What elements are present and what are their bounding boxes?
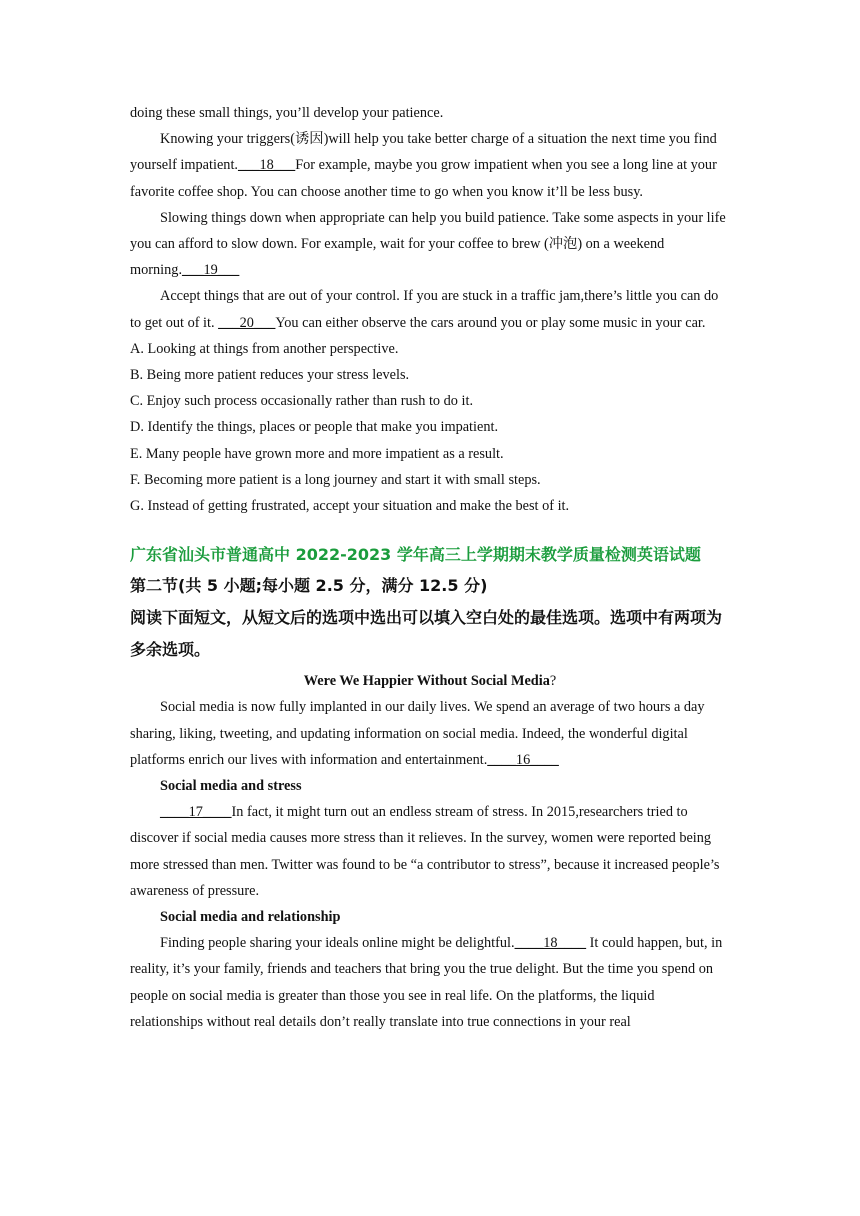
option-item: F. Becoming more patient is a long journey and start it with small steps.: [130, 471, 541, 488]
paragraph: ____17____In fact, it might turn out an endless stream of stress. In 2015,researchers tried to discover if social media causes more stress than it relieves. In the survey, women were reported being more stressed than men. Twitter was found to be “a contributor to stress”, because it increased people’s awareness of pressure.: [130, 804, 720, 899]
option-item: A. Looking at things from another perspective.: [130, 340, 399, 357]
paragraph: Accept things that are out of your control. If you are stuck in a traffic jam,there’s little you can do to get out of it. ___20___You can either observe the cars around you or play some music in your car.: [130, 288, 719, 331]
subheading: Social media and stress: [160, 778, 302, 795]
answer-blank: ___20___: [218, 314, 276, 331]
option-item: D. Identify the things, places or people that make you impatient.: [130, 419, 499, 436]
subheading: Social media and relationship: [160, 909, 341, 926]
option-item: B. Being more patient reduces your stress levels.: [130, 367, 410, 384]
answer-blank: ____17____: [160, 804, 232, 821]
source-heading: 广东省汕头市普通高中 2022-2023 学年高三上学期期末教学质量检测英语试题: [130, 545, 701, 565]
passage-title: Were We Happier Without Social Media?: [303, 673, 557, 690]
option-item: C. Enjoy such process occasionally rather than rush to do it.: [130, 393, 474, 410]
answer-blank: ____18____: [514, 935, 587, 952]
option-item: G. Instead of getting frustrated, accept your situation and make the best of it.: [130, 498, 570, 515]
instructions: 阅读下面短文，从短文后的选项中选出可以填入空白处的最佳选项。选项中有两项为多余选项。: [130, 608, 723, 660]
paragraph: doing these small things, you’ll develop your patience.: [130, 105, 444, 121]
paragraph: Slowing things down when appropriate can help you build patience. Take some aspects in your life you can afford to slow down. For example, wait for your coffee to brew (冲泡) on a weekend morning.___19___: [130, 209, 726, 279]
paragraph: Knowing your triggers(诱因)will help you take better charge of a situation the next time you find yourself impatient.___18___For example, maybe you grow impatient when you see a long line at your favorite coffee shop. You can choose another time to go when you know it’ll be less busy.: [130, 131, 717, 200]
section-heading: 第二节(共 5 小题;每小题 2.5 分，满分 12.5 分): [130, 576, 488, 596]
paragraph: Finding people sharing your ideals online might be delightful.____18____ It could happen, but, in reality, it’s your family, friends and teachers that bring you the true delight. But the time you spend on people on social media is greater than those you see in real life. On the platforms, the liquid relationships without real details don’t really translate into true connections in your real: [130, 935, 723, 1030]
answer-blank: ____16____: [487, 751, 559, 768]
document-page: [130, 100, 730, 1035]
paragraph: Social media is now fully implanted in our daily lives. We spend an average of two hours a day sharing, liking, tweeting, and updating information on social media. Indeed, the wonderful digital platforms enrich our lives with information and entertainment.____16____: [130, 699, 705, 768]
answer-blank: ___18___: [238, 157, 296, 174]
answer-blank: ___19___: [182, 262, 240, 279]
option-item: E. Many people have grown more and more impatient as a result.: [130, 445, 504, 462]
